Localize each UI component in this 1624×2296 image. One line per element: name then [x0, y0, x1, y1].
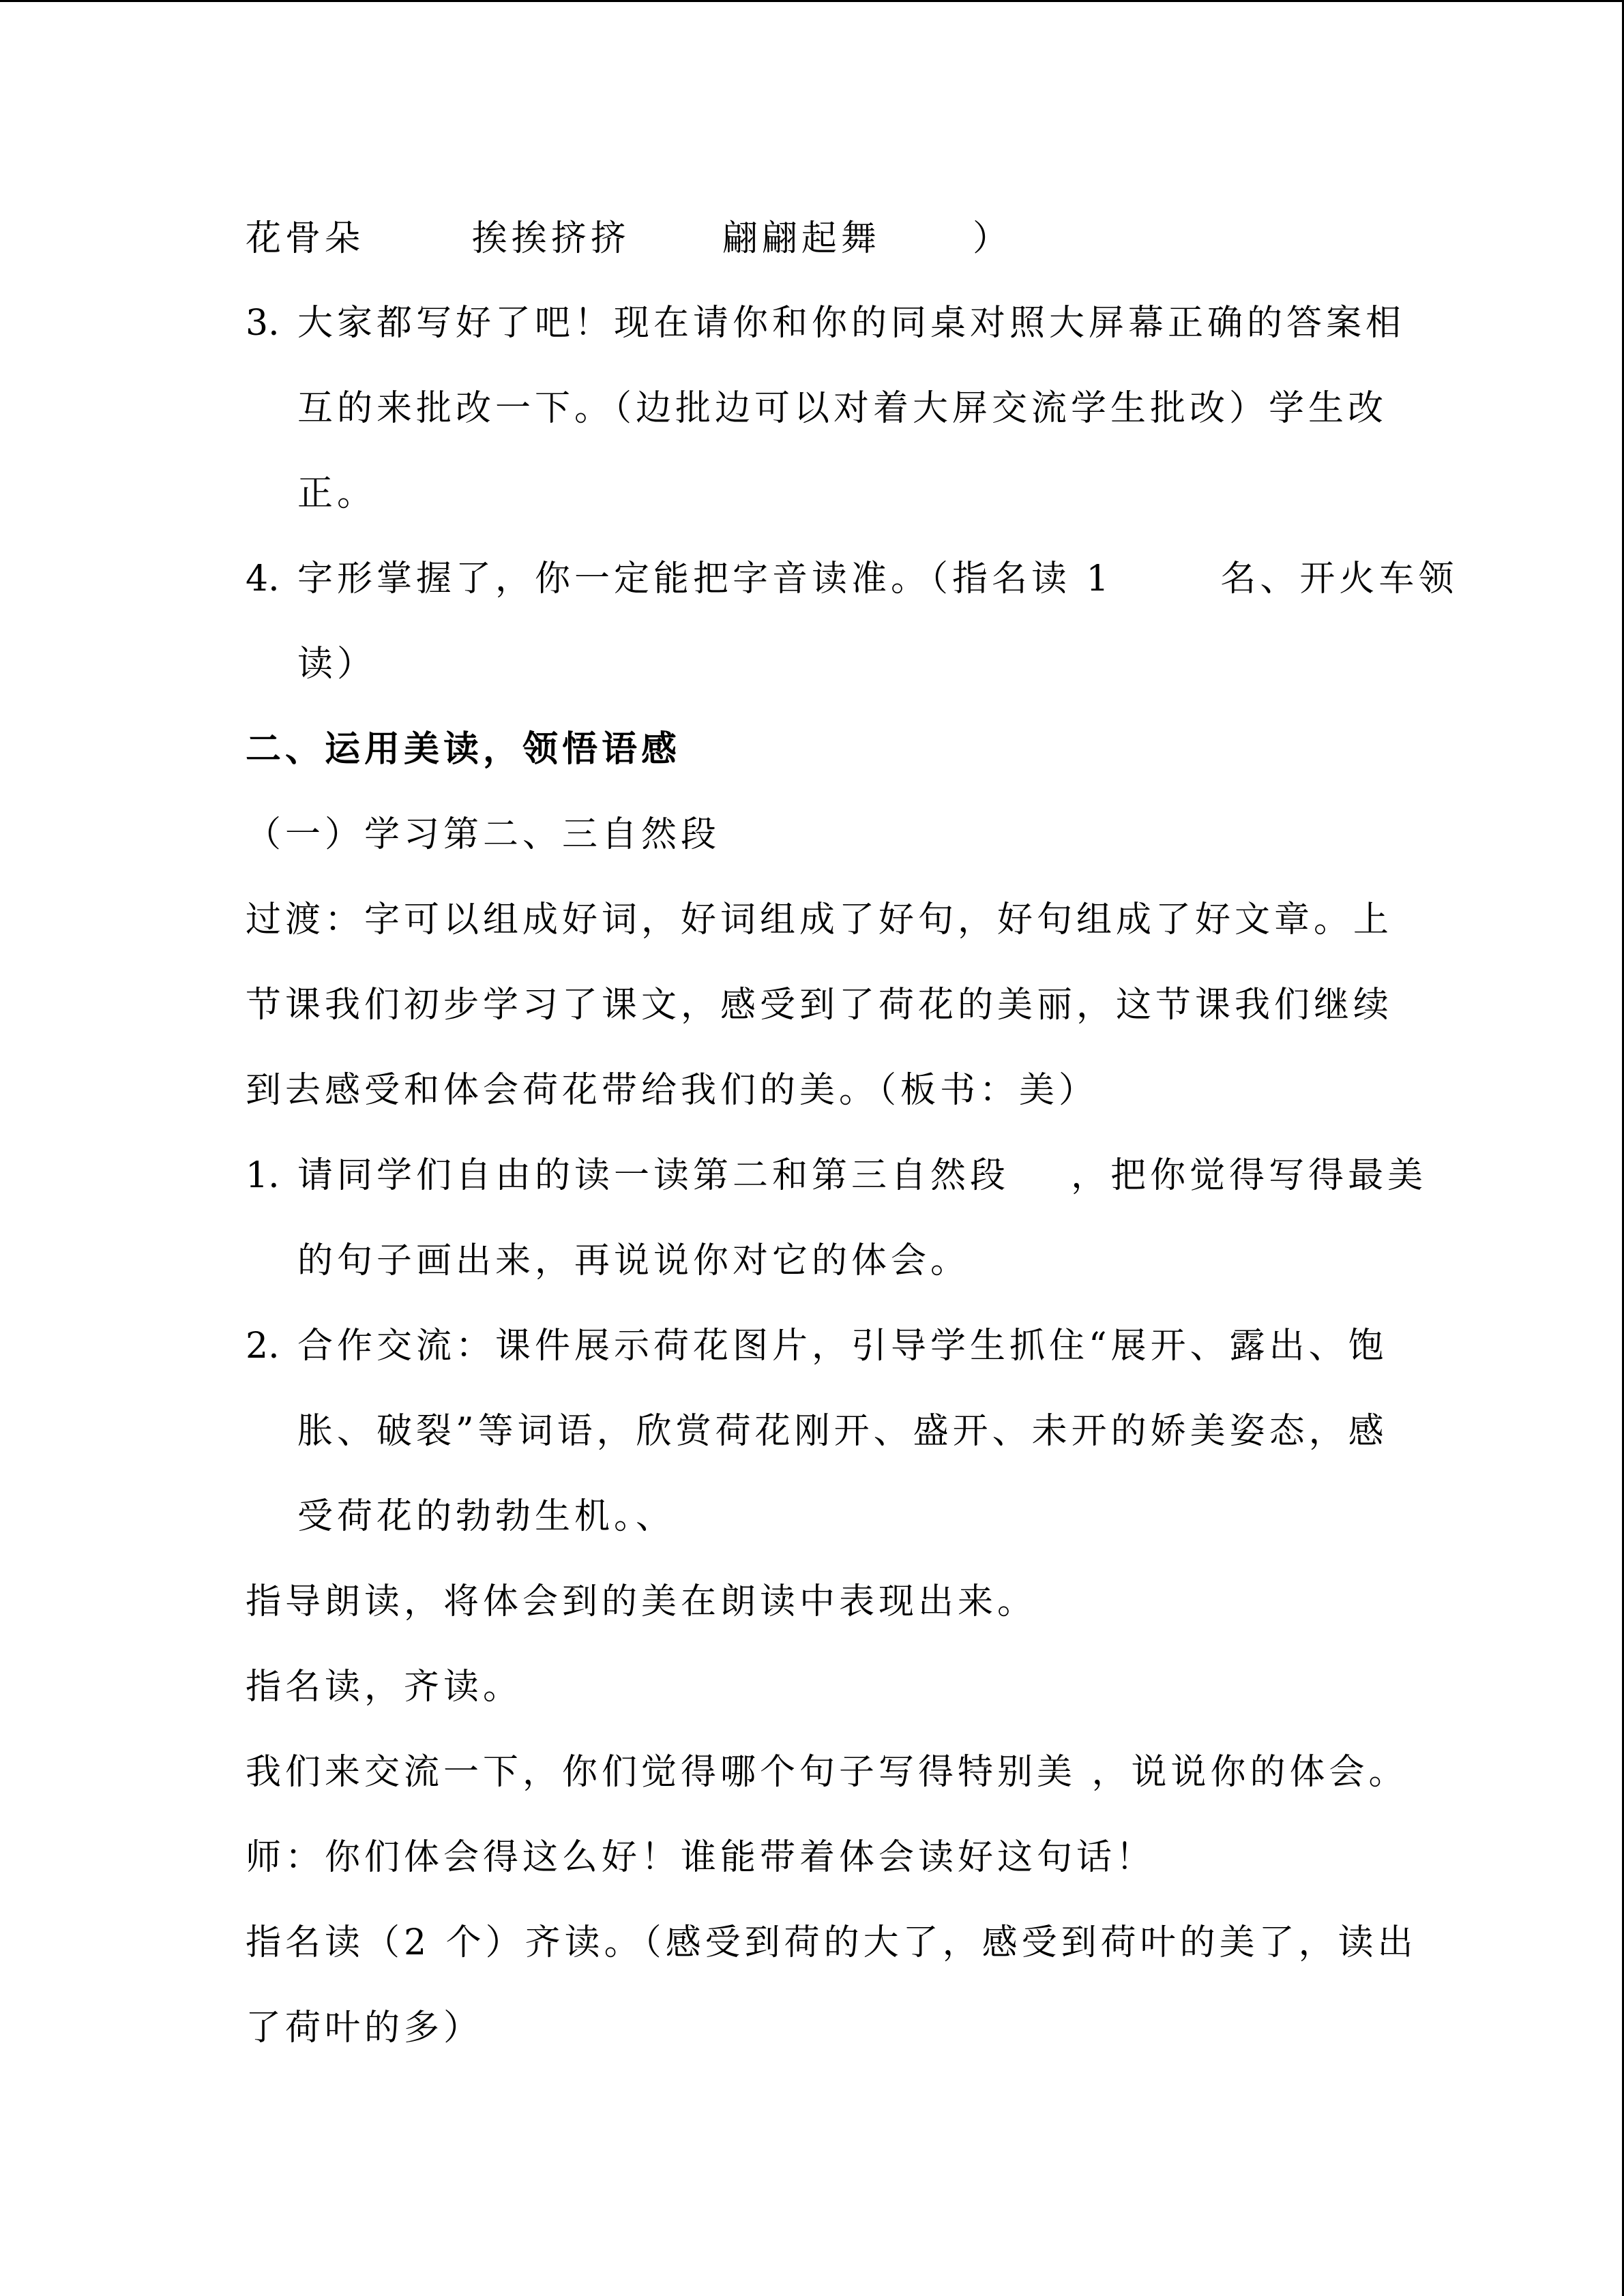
list-item-1	[246, 1155, 1427, 1196]
list-number: 1.	[246, 1155, 280, 1196]
list-number: 2.	[246, 1326, 280, 1367]
list-item-3-cont: 正。	[297, 473, 377, 514]
text-line-vocab: 花骨朵 挨挨挤挤 翩翩起舞 ）	[246, 218, 1013, 259]
list-item-text: 请同学们自由的读一读第二和第三自然段 ，把你觉得写得最美	[297, 1155, 1428, 1196]
paragraph-line: 我们来交流一下，你们觉得哪个句子写得特别美 ，说说你的体会。	[246, 1752, 1408, 1793]
paragraph-line: 了荷叶的多）	[246, 2008, 484, 2048]
paragraph-line: 指名读，齐读。	[246, 1667, 523, 1708]
paragraph-line: 指名读（2 个）齐读。（感受到荷的大了，感受到荷叶的美了，读出	[246, 1922, 1417, 1963]
paragraph-line: 节课我们初步学习了课文，感受到了荷花的美丽，这节课我们继续	[246, 985, 1393, 1026]
list-item-2-cont: 胀、破裂”等词语，欣赏荷花刚开、盛开、未开的娇美姿态，感	[297, 1411, 1388, 1452]
list-number: 3.	[246, 303, 280, 344]
paragraph-line: 过渡：字可以组成好词，好词组成了好句，好句组成了好文章。上	[246, 899, 1393, 940]
list-item-2-cont: 受荷花的勃勃生机。、	[297, 1496, 676, 1537]
list-item-1-cont: 的句子画出来，再说说你对它的体会。	[297, 1240, 971, 1281]
list-item-text: 字形掌握了，你一定能把字音读准。（指名读 1 名、开火车领	[297, 558, 1458, 599]
list-number: 4.	[246, 558, 280, 599]
paragraph-line: 师：你们体会得这么好！谁能带着体会读好这句话！	[246, 1837, 1156, 1878]
list-item-4-cont: 读）	[297, 644, 377, 685]
subsection-heading: （一）学习第二、三自然段	[246, 814, 721, 855]
list-item-3	[246, 303, 1405, 344]
page-top-border	[0, 0, 1624, 2]
list-item-4	[246, 558, 1458, 599]
paragraph-line: 指导朗读，将体会到的美在朗读中表现出来。	[246, 1581, 1037, 1622]
list-item-2	[246, 1326, 1388, 1367]
list-item-text: 合作交流：课件展示荷花图片，引导学生抓住“展开、露出、饱	[297, 1326, 1388, 1367]
paragraph-line: 到去感受和体会荷花带给我们的美。（板书：美）	[246, 1070, 1099, 1111]
list-item-3-cont: 互的来批改一下。（边批边可以对着大屏交流学生批改）学生改	[297, 388, 1388, 429]
list-item-text: 大家都写好了吧！现在请你和你的同桌对照大屏幕正确的答案相	[297, 303, 1406, 344]
section-heading: 二、运用美读，领悟语感	[246, 729, 681, 770]
